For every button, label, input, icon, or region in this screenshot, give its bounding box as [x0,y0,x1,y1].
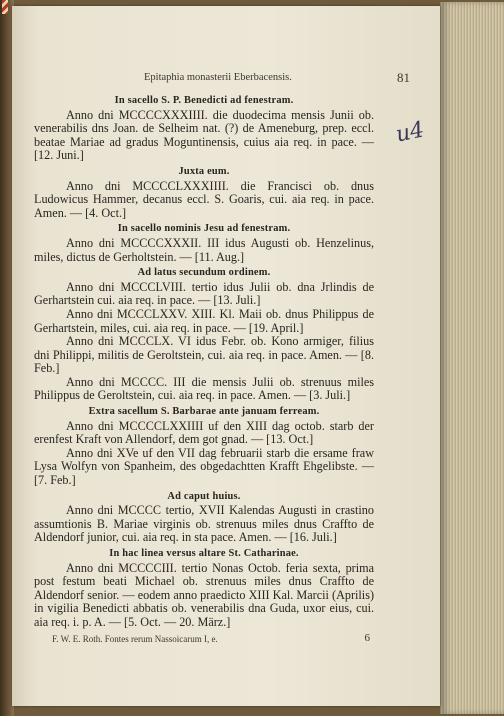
entry-paragraph: Anno dni XVe uf den VII dag februarii starb die ersame fraw Lysa Wolfyn von Spanheim, des obgedachtten Krafft Ehgelibste. — [7. Feb.] [34,445,374,488]
section-heading: In sacello S. P. Benedicti ad fenestram. [114,95,294,106]
entry-paragraph: Anno dni MCCCCIII. tertio Nonas Octob. feria sexta, prima post festum beati Michael ob. strenuus miles dnus Craffto de Aldendorf senior. — eodem anno praedicto XIII Kal. Marcii (Aprilis) in vigilia Benedicti abbatis ob. venerabilis dna Guda, uxor eius, cui. aia req. i. p. A. — [5. Oct. — 20. März.] [34,560,374,629]
entry-paragraph: Anno dni MCCCCXXXII. III idus Augusti ob. Henzelinus, miles, dictus de Gerholtstein. — [11. Aug.] [34,235,374,264]
section-heading: Juxta eum. [178,165,230,177]
entry-paragraph: Anno dni MCCCC. III die mensis Julii ob. strenuus miles Philippus de Geroltstein, cui. aia req. in pace. Amen. — [3. Juli.] [34,374,374,403]
running-header [108,72,418,86]
section-heading: In sacello nominis Jesu ad fenestram. [117,223,291,235]
entry-paragraph: Anno dni MCCCLVIII. tertio idus Julii ob. dna Jrlindis de Gerhartstein cui. aia req. in pace. — [13. Juli.] [34,279,374,308]
entry-paragraph: Anno dni MCCCCLXXIIII uf den XIII dag octob. starb der erenfest Kraft von Allendorf, dem got gnad. — [13. Oct.] [34,418,374,447]
page-footer [52,634,370,644]
section-heading: Ad caput huius. [167,490,241,502]
entry-paragraph: Anno dni MCCCLXXV. XIII. Kl. Maii ob. dnus Philippus de Gerhartstein, miles, cui. aia req. in pace. — [19. April.] [34,306,374,335]
handwritten-margin-note: u4 [393,117,427,148]
page-number: 81 [397,70,410,85]
entry-paragraph: Anno dni MCCCCLXXXIIII. die Francisci ob. dnus Ludowicus Hammer, decanus eccl. S. Goaris, cui. aia req. in pace. Amen. — [4. Oct.] [34,178,374,220]
page-edges [440,2,504,714]
entry-paragraph: Anno dni MCCCC tertio, XVII Kalendas Augusti in crastino assumtionis B. Mariae virginis ob. strenuus miles dnus Craffto de Aldendorf junior, cui. aia req. in sta pace. Amen. — [16. Juli.] [34,503,374,545]
spine-bookmark [2,0,8,14]
entry-paragraph: Anno dni MCCCCXXXIIII. die duodecima mensis Junii ob. venerabilis dns Joan. de Selheim nat. (?) de Ameneburg, prep. eccl. beatae Mariae ad gradus Moguntinensis, cuius aia req. in pace. — [12. Juni.] [34,107,374,163]
page-body [34,92,374,630]
entry-paragraph: Anno dni MCCCLX. VI idus Febr. ob. Kono armiger, filius dni Philippi, militis de Geroltstein, cui. aia req. in pace. Amen. — [8. Feb.] [34,334,374,376]
section-heading: In hac linea versus altare St. Catharinae. [109,548,299,559]
running-title: Epitaphia monasterii Eberbacensis. [144,72,292,83]
signature-mark: 6 [364,632,370,644]
section-heading: Ad latus secundum ordinem. [137,267,271,279]
section-heading: Extra sacellum S. Barbarae ante januam ferream. [88,406,320,418]
footer-citation: F. W. E. Roth. Fontes rerum Nassoicarum I, e. [52,634,218,644]
